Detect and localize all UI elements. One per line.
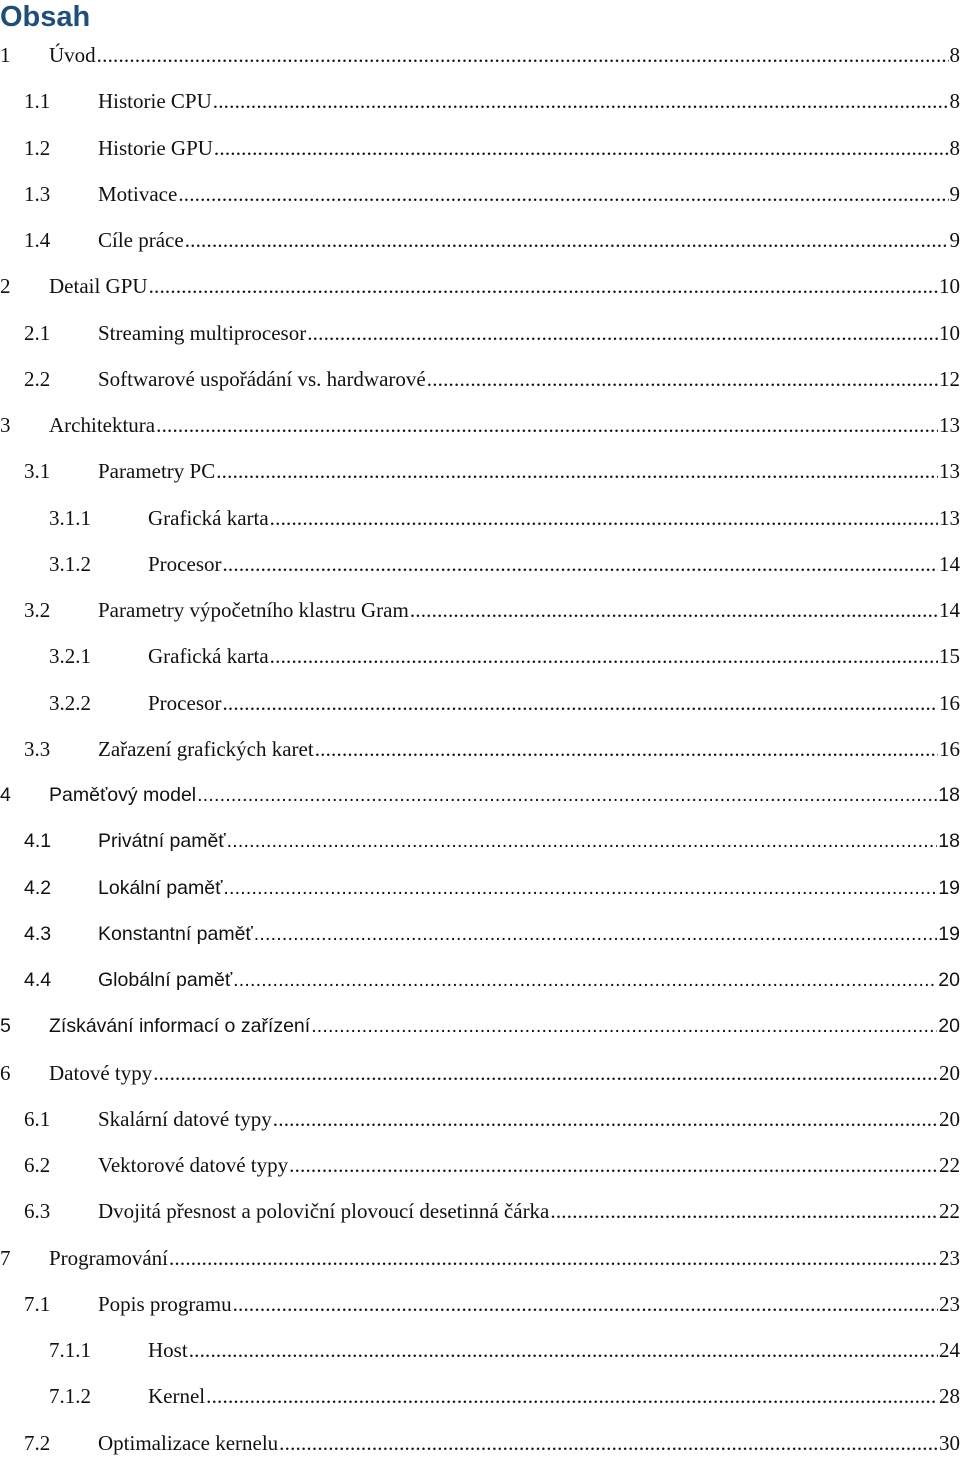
toc-dot-leader bbox=[214, 136, 949, 160]
toc-dot-leader bbox=[197, 783, 937, 807]
toc-entry-number: 3.1.1 bbox=[0, 506, 148, 530]
toc-dot-leader bbox=[427, 367, 938, 391]
toc-entry-page-number[interactable]: 14 bbox=[939, 552, 960, 576]
toc-entry[interactable] bbox=[0, 957, 960, 1003]
toc-dot-leader bbox=[550, 1199, 938, 1223]
toc-entry-title[interactable]: Motivace bbox=[98, 182, 177, 206]
toc-entry-page-number[interactable]: 30 bbox=[939, 1431, 960, 1455]
toc-entry-number: 3.2 bbox=[0, 598, 98, 622]
toc-entry-title[interactable]: Procesor bbox=[148, 691, 221, 715]
toc-entry-number: 5 bbox=[0, 1014, 49, 1038]
toc-entry[interactable] bbox=[0, 911, 960, 957]
toc-dot-leader bbox=[206, 1384, 938, 1408]
toc-entry-page-number[interactable]: 16 bbox=[939, 691, 960, 715]
toc-entry[interactable] bbox=[0, 541, 960, 587]
toc-entry[interactable] bbox=[0, 1420, 960, 1466]
toc-entry-page-number[interactable]: 28 bbox=[939, 1384, 960, 1408]
toc-entry-page-number[interactable]: 16 bbox=[939, 737, 960, 761]
toc-entry-number: 3.2.2 bbox=[0, 691, 148, 715]
toc-entry-title[interactable]: Optimalizace kernelu bbox=[98, 1431, 278, 1455]
toc-entry-title[interactable]: Datové typy bbox=[49, 1061, 152, 1085]
toc-dot-leader bbox=[222, 552, 938, 576]
toc-entry-page-number[interactable]: 9 bbox=[950, 228, 960, 252]
toc-entry[interactable] bbox=[0, 310, 960, 356]
toc-entry-page-number[interactable]: 14 bbox=[939, 598, 960, 622]
toc-entry[interactable] bbox=[0, 125, 960, 171]
toc-entry-page-number[interactable]: 12 bbox=[939, 367, 960, 391]
toc-entry-title[interactable]: Zařazení grafických karet bbox=[98, 737, 314, 761]
toc-entry[interactable] bbox=[0, 772, 960, 818]
toc-entry-page-number[interactable]: 10 bbox=[939, 274, 960, 298]
toc-entry-page-number[interactable]: 22 bbox=[939, 1199, 960, 1223]
toc-entry[interactable] bbox=[0, 680, 960, 726]
toc-entry[interactable] bbox=[0, 1373, 960, 1419]
toc-entry[interactable] bbox=[0, 217, 960, 263]
toc-entry[interactable] bbox=[0, 1188, 960, 1234]
toc-dot-leader bbox=[169, 1246, 938, 1270]
toc-entry-number: 4.3 bbox=[0, 922, 98, 946]
toc-dot-leader bbox=[189, 1338, 938, 1362]
toc-entry-number: 4.1 bbox=[0, 829, 98, 853]
toc-entry-number: 1.1 bbox=[0, 89, 98, 113]
toc-entry[interactable] bbox=[0, 171, 960, 217]
toc-entry-number: 1 bbox=[0, 43, 49, 67]
toc-entry-number: 3.1.2 bbox=[0, 552, 148, 576]
toc-dot-leader bbox=[254, 922, 938, 946]
toc-dot-leader bbox=[279, 1431, 938, 1455]
toc-entry[interactable] bbox=[0, 78, 960, 124]
toc-entry-number: 6.2 bbox=[0, 1153, 98, 1177]
toc-dot-leader bbox=[213, 89, 949, 113]
toc-entry-number: 6.3 bbox=[0, 1199, 98, 1223]
toc-entry[interactable] bbox=[0, 1142, 960, 1188]
toc-entry-title[interactable]: Streaming multiprocesor bbox=[98, 321, 306, 345]
toc-entry-title[interactable]: Architektura bbox=[49, 413, 155, 437]
toc-entry[interactable] bbox=[0, 448, 960, 494]
toc-entry-title[interactable]: Konstantní paměť bbox=[98, 922, 253, 946]
toc-entry-page-number[interactable]: 24 bbox=[939, 1338, 960, 1362]
toc-entry-page-number[interactable]: 9 bbox=[950, 182, 960, 206]
toc-entry-number: 3 bbox=[0, 413, 49, 437]
toc-entry-number: 1.2 bbox=[0, 136, 98, 160]
toc-entry-title[interactable]: Privátní paměť bbox=[98, 829, 226, 853]
toc-entry-title[interactable]: Historie CPU bbox=[98, 89, 212, 113]
toc-entry-number: 2.1 bbox=[0, 321, 98, 345]
toc-dot-leader bbox=[273, 1107, 938, 1131]
toc-entry-page-number[interactable]: 8 bbox=[950, 136, 960, 160]
toc-entry-number: 3.2.1 bbox=[0, 644, 148, 668]
toc-entry-page-number[interactable]: 23 bbox=[939, 1246, 960, 1270]
toc-entry[interactable] bbox=[0, 1003, 960, 1049]
toc-entry[interactable] bbox=[0, 495, 960, 541]
toc-entry-title[interactable]: Detail GPU bbox=[49, 274, 148, 298]
toc-entry[interactable] bbox=[0, 1050, 960, 1096]
toc-heading: Obsah bbox=[0, 0, 90, 34]
toc-dot-leader bbox=[233, 1292, 938, 1316]
toc-dot-leader bbox=[315, 737, 938, 761]
toc-entry-title[interactable]: Parametry PC bbox=[98, 459, 215, 483]
toc-dot-leader bbox=[270, 506, 938, 530]
toc-entry-page-number[interactable]: 20 bbox=[939, 1107, 960, 1131]
toc-entry-title[interactable]: Grafická karta bbox=[148, 644, 269, 668]
toc-entry-number: 1.4 bbox=[0, 228, 98, 252]
toc-entry-page-number[interactable]: 8 bbox=[950, 89, 960, 113]
toc-dot-leader bbox=[178, 182, 948, 206]
toc-entry-number: 3.3 bbox=[0, 737, 98, 761]
toc-entry-title[interactable]: Softwarové uspořádání vs. hardwarové bbox=[98, 367, 426, 391]
toc-entry-title[interactable]: Host bbox=[148, 1338, 188, 1362]
toc-entry-title[interactable]: Popis programu bbox=[98, 1292, 232, 1316]
toc-entry-page-number[interactable]: 20 bbox=[939, 1061, 960, 1085]
toc-entry-page-number[interactable]: 13 bbox=[939, 459, 960, 483]
toc-dot-leader bbox=[311, 1014, 937, 1038]
toc-entry-page-number[interactable]: 20 bbox=[938, 968, 960, 992]
toc-dot-leader bbox=[227, 829, 938, 853]
toc-entry[interactable] bbox=[0, 726, 960, 772]
toc-entry-page-number[interactable]: 18 bbox=[938, 783, 960, 807]
toc-dot-leader bbox=[233, 968, 937, 992]
toc-entry-number: 7 bbox=[0, 1246, 49, 1270]
toc-entry-number: 7.2 bbox=[0, 1431, 98, 1455]
toc-entry-title[interactable]: Grafická karta bbox=[148, 506, 269, 530]
toc-entry-title[interactable]: Lokální paměť bbox=[98, 876, 222, 900]
toc-entry-title[interactable]: Cíle práce bbox=[98, 228, 184, 252]
toc-entry-title[interactable]: Skalární datové typy bbox=[98, 1107, 272, 1131]
toc-entry-title[interactable]: Procesor bbox=[148, 552, 221, 576]
toc-entry[interactable] bbox=[0, 32, 960, 78]
toc-entry-page-number[interactable]: 18 bbox=[938, 829, 960, 853]
toc-dot-leader bbox=[156, 413, 938, 437]
toc-entry-title[interactable]: Získávání informací o zařízení bbox=[49, 1014, 310, 1038]
toc-dot-leader bbox=[185, 228, 949, 252]
toc-entry-number: 4.4 bbox=[0, 968, 98, 992]
toc-entry[interactable] bbox=[0, 1281, 960, 1327]
toc-entry-page-number[interactable]: 13 bbox=[939, 413, 960, 437]
toc-dot-leader bbox=[223, 876, 937, 900]
toc-entry-title[interactable]: Vektorové datové typy bbox=[98, 1153, 288, 1177]
toc-entry-page-number[interactable]: 8 bbox=[950, 43, 960, 67]
toc-entry-number: 3.1 bbox=[0, 459, 98, 483]
toc-entry[interactable] bbox=[0, 1096, 960, 1142]
toc-entry[interactable] bbox=[0, 633, 960, 679]
toc-entry-page-number[interactable]: 20 bbox=[938, 1014, 960, 1038]
toc-entry-page-number[interactable]: 13 bbox=[939, 506, 960, 530]
toc-dot-leader bbox=[410, 598, 938, 622]
toc-entry-page-number[interactable]: 23 bbox=[939, 1292, 960, 1316]
toc-entry-title[interactable]: Globální paměť bbox=[98, 968, 232, 992]
toc-entry-number: 4 bbox=[0, 783, 49, 807]
toc-entry-page-number[interactable]: 10 bbox=[939, 321, 960, 345]
table-of-contents bbox=[0, 32, 960, 1466]
toc-entry-number: 7.1.1 bbox=[0, 1338, 148, 1362]
toc-entry-title[interactable]: Parametry výpočetního klastru Gram bbox=[98, 598, 409, 622]
toc-entry-title[interactable]: Úvod bbox=[49, 43, 96, 67]
toc-entry-title[interactable]: Dvojitá přesnost a poloviční plovoucí desetinná čárka bbox=[98, 1199, 549, 1223]
toc-entry-page-number[interactable]: 19 bbox=[938, 922, 960, 946]
toc-entry-number: 4.2 bbox=[0, 876, 98, 900]
toc-entry-number: 6 bbox=[0, 1061, 49, 1085]
toc-dot-leader bbox=[97, 43, 949, 67]
toc-entry[interactable] bbox=[0, 263, 960, 309]
toc-entry-title[interactable]: Programování bbox=[49, 1246, 168, 1270]
toc-entry-title[interactable]: Historie GPU bbox=[98, 136, 213, 160]
toc-entry-number: 2.2 bbox=[0, 367, 98, 391]
toc-entry[interactable] bbox=[0, 818, 960, 864]
toc-entry[interactable] bbox=[0, 402, 960, 448]
toc-entry-number: 1.3 bbox=[0, 182, 98, 206]
toc-entry-page-number[interactable]: 22 bbox=[939, 1153, 960, 1177]
toc-dot-leader bbox=[222, 691, 938, 715]
toc-entry[interactable] bbox=[0, 865, 960, 911]
toc-entry-page-number[interactable]: 15 bbox=[939, 644, 960, 668]
toc-entry-number: 7.1 bbox=[0, 1292, 98, 1316]
toc-entry[interactable] bbox=[0, 1235, 960, 1281]
toc-dot-leader bbox=[149, 274, 938, 298]
toc-entry-title[interactable]: Kernel bbox=[148, 1384, 205, 1408]
toc-entry-number: 7.1.2 bbox=[0, 1384, 148, 1408]
toc-entry[interactable] bbox=[0, 587, 960, 633]
toc-entry-title[interactable]: Paměťový model bbox=[49, 783, 196, 807]
toc-entry-number: 6.1 bbox=[0, 1107, 98, 1131]
toc-entry[interactable] bbox=[0, 356, 960, 402]
toc-dot-leader bbox=[216, 459, 938, 483]
toc-dot-leader bbox=[307, 321, 938, 345]
toc-entry-page-number[interactable]: 19 bbox=[938, 876, 960, 900]
toc-dot-leader bbox=[153, 1061, 938, 1085]
toc-dot-leader bbox=[289, 1153, 938, 1177]
toc-entry[interactable] bbox=[0, 1327, 960, 1373]
toc-entry-number: 2 bbox=[0, 274, 49, 298]
toc-dot-leader bbox=[270, 644, 938, 668]
